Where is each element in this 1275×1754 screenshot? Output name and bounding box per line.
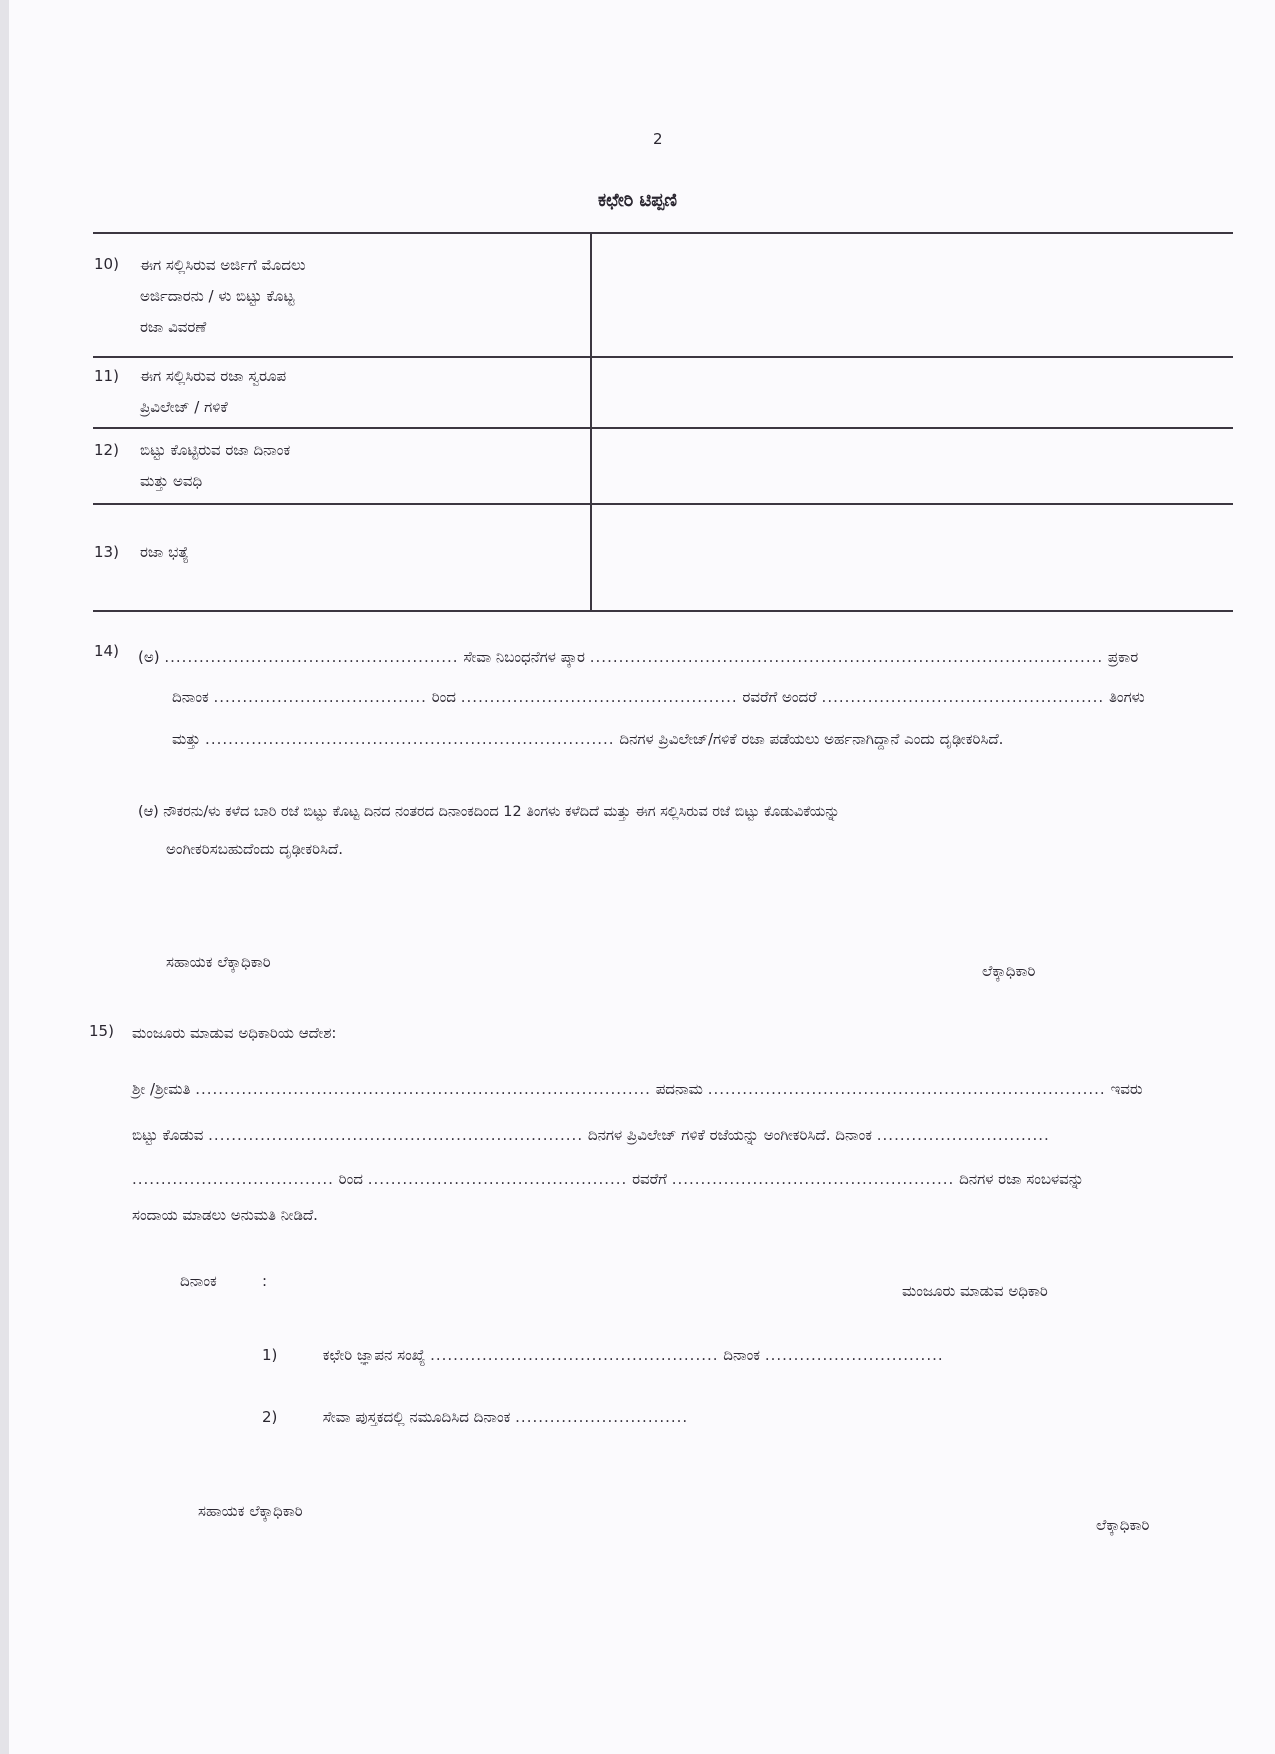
service-book-label: ಸೇವಾ ಪುಸ್ತಕದಲ್ಲಿ ನಮೂದಿಸಿದ ದಿನಾಂಕ <box>322 1408 511 1426</box>
label-line: ಬಿಟ್ಟು ಕೊಟ್ಟಿರುವ ರಜಾ ದಿನಾಂಕ <box>140 441 291 459</box>
row-number: 13) <box>94 543 119 561</box>
scan-edge <box>0 0 9 1754</box>
item-15-line-2: ಬಿಟ್ಟು ಕೊಡುವ ................................................................. ದಿನಗಳ ಪ್ರಿವಿಲೇಜ್ ಗಳಿಕೆ ರಜೆಯನ್ನು ಅಂಗೀಕರಿಸಿದೆ. ದಿನಾಂಕ .............................. <box>132 1126 1050 1144</box>
row-number: 11) <box>94 367 119 385</box>
sanctioning-officer-label: ಮಂಜೂರು ಮಾಡುವ ಅಧಿಕಾರಿ <box>902 1282 1048 1300</box>
item-14-aa-line-1: (ಆ) ನೌಕರನು/ಳು ಕಳೆದ ಬಾರಿ ರಜೆ ಬಿಟ್ಟು ಕೊಟ್ಟ ದಿನದ ನಂತರದ ದಿನಾಂಕದಿಂದ 12 ತಿಂಗಳು ಕಳೆದಿದೆ ಮತ್ತು ಈಗ ಸಲ್ಲಿಸಿರುವ ರಜೆ ಬಿಟ್ಟು ಕೊಡುವಿಕೆಯನ್ನು <box>138 804 840 820</box>
mattu-label: ಮತ್ತು <box>172 730 201 748</box>
salary-text: ದಿನಗಳ ರಜಾ ಸಂಬಳವನ್ನು <box>959 1170 1084 1188</box>
label-line: ಈಗ ಸಲ್ಲಿಸಿರುವ ಅರ್ಜಿಗೆ ಮೊದಲು <box>140 256 306 274</box>
ravarege-label: ರವರೆಗೆ ಅಂದರೆ <box>742 688 817 706</box>
tingalu-label: ತಿಂಗಳು <box>1108 688 1145 706</box>
signature-accounts-officer: ಲೆಕ್ಕಾಧಿಕಾರಿ <box>1096 1516 1150 1534</box>
date-label: ದಿನಾಂಕ <box>180 1272 217 1290</box>
table-rule <box>93 503 1233 505</box>
eligibility-text: ದಿನಗಳ ಪ್ರಿವಿಲೇಜ್/ಗಳಿಕೆ ರಜಾ ಪಡೆಯಲು ಅರ್ಹನಾಗಿದ್ದಾನೆ ಎಂದು ದೃಢೀಕರಿಸಿದೆ. <box>619 730 1004 748</box>
signature-asst-accounts-officer: ಸಹಾಯಕ ಲೆಕ್ಕಾಧಿಕಾರಿ <box>166 953 271 971</box>
table-row-13-label <box>140 537 189 568</box>
table-rule <box>93 610 1233 612</box>
ivaru-label: ಇವರು <box>1110 1080 1143 1098</box>
row-number: 12) <box>94 441 119 459</box>
ravarege-label: ರವರೆಗೆ <box>632 1170 667 1188</box>
rinda-label: ರಿಂದ <box>338 1170 363 1188</box>
seva-label: ಸೇವಾ ನಿಬಂಧನೆಗಳ ಪ್ಕಾರ <box>463 648 585 666</box>
label-line: ಈಗ ಸಲ್ಲಿಸಿರುವ ರಜಾ ಸ್ವರೂಪ <box>140 367 287 385</box>
list-item-2: 2) ಸೇವಾ ಪುಸ್ತಕದಲ್ಲಿ ನಮೂದಿಸಿದ ದಿನಾಂಕ .............................. <box>262 1408 689 1426</box>
table-row-10-label <box>140 250 305 343</box>
list-item-1: 1) ಕಛೇರಿ ಜ್ಞಾಪನ ಸಂಖ್ಯೆ .................................................. ದಿನಾಂಕ ............................... <box>262 1346 944 1364</box>
item-15-line-1: ಶ್ರೀ /ಶ್ರೀಮತಿ ............................................................................... ಪದನಾಮ ..................................................................... ಇವರು <box>132 1080 1143 1098</box>
item-15-line-3: ................................... ರಿಂದ ............................................. ರವರೆಗೆ ................................................. ದಿನಗಳ ರಜಾ ಸಂಬಳವನ್ನು <box>132 1170 1084 1188</box>
bittu-label: ಬಿಟ್ಟು ಕೊಡುವ <box>132 1126 204 1144</box>
item-14-number: 14) <box>94 642 119 660</box>
signature-accounts-officer: ಲೆಕ್ಕಾಧಿಕಾರಿ <box>982 962 1036 980</box>
row-number: 10) <box>94 255 119 273</box>
label-line: ಮತ್ತು ಅವಧಿ <box>140 472 203 490</box>
prakara-label: ಪ್ರಕಾರ <box>1107 648 1139 666</box>
sub-label-a: (ಅ) <box>138 648 160 666</box>
list-number: 2) <box>262 1408 278 1426</box>
label-line: ಪ್ರಿವಿಲೇಜ್ / ಗಳಿಕೆ <box>140 398 228 416</box>
table-rule <box>93 356 1233 358</box>
item-14-aa-line-2: ಅಂಗೀಕರಿಸಬಹುದೆಂದು ದೃಢೀಕರಿಸಿದೆ. <box>166 840 344 858</box>
signature-asst-accounts-officer: ಸಹಾಯಕ ಲೆಕ್ಕಾಧಿಕಾರಿ <box>198 1502 303 1520</box>
item-14-line-1: (ಅ) ................................................... ಸೇವಾ ನಿಬಂಧನೆಗಳ ಪ್ಕಾರ ......................................................................................... ಪ್ರಕಾರ <box>138 648 1139 666</box>
label-line: ಅರ್ಜಿದಾರನು / ಳು ಬಿಟ್ಟು ಕೊಟ್ಟ <box>140 287 295 305</box>
granted-text: ದಿನಗಳ ಪ್ರಿವಿಲೇಜ್ ಗಳಿಕೆ ರಜೆಯನ್ನು ಅಂಗೀಕರಿಸಿದೆ. ದಿನಾಂಕ <box>587 1126 872 1144</box>
label-line: ರಜಾ ವಿವರಣೆ <box>140 318 207 336</box>
table-row-12-label <box>140 435 290 497</box>
shri-label: ಶ್ರೀ /ಶ್ರೀಮತಿ <box>132 1080 191 1098</box>
rinda-label: ರಿಂದ <box>431 688 456 706</box>
date-colon: : <box>262 1272 268 1290</box>
memo-number-label: ಕಛೇರಿ ಜ್ಞಾಪನ ಸಂಖ್ಯೆ <box>322 1346 426 1364</box>
item-14-line-3: ಮತ್ತು ....................................................................... ದಿನಗಳ ಪ್ರಿವಿಲೇಜ್/ಗಳಿಕೆ ರಜಾ ಪಡೆಯಲು ಅರ್ಹನಾಗಿದ್ದಾನೆ ಎಂದು ದೃಢೀಕರಿಸಿದೆ. <box>172 730 1004 748</box>
table-row-11-label <box>140 361 286 423</box>
table-rule <box>93 427 1233 429</box>
memo-date-label: ದಿನಾಂಕ <box>723 1346 761 1364</box>
page-number: 2 <box>653 130 663 148</box>
item-15-number: 15) <box>89 1022 114 1040</box>
item-15-line-4: ಸಂದಾಯ ಮಾಡಲು ಅನುಮತಿ ನೀಡಿದೆ. <box>132 1206 318 1224</box>
page-title: ಕಛೇರಿ ಟಿಪ್ಪಣಿ <box>598 190 677 211</box>
item-15-heading: ಮಂಜೂರು ಮಾಡುವ ಅಧಿಕಾರಿಯ ಆದೇಶ: <box>132 1024 337 1042</box>
table-column-divider <box>590 232 592 610</box>
item-14-line-2: ದಿನಾಂಕ ..................................... ರಿಂದ ................................................ ರವರೆಗೆ ಅಂದರೆ ................................................. ತಿಂಗಳು <box>172 688 1145 706</box>
label-line: ರಜಾ ಭತ್ಯೆ <box>140 543 189 561</box>
list-number: 1) <box>262 1346 278 1364</box>
table-rule <box>93 232 1233 234</box>
padanama-label: ಪದನಾಮ <box>655 1080 703 1098</box>
dinanka-label: ದಿನಾಂಕ <box>172 688 209 706</box>
